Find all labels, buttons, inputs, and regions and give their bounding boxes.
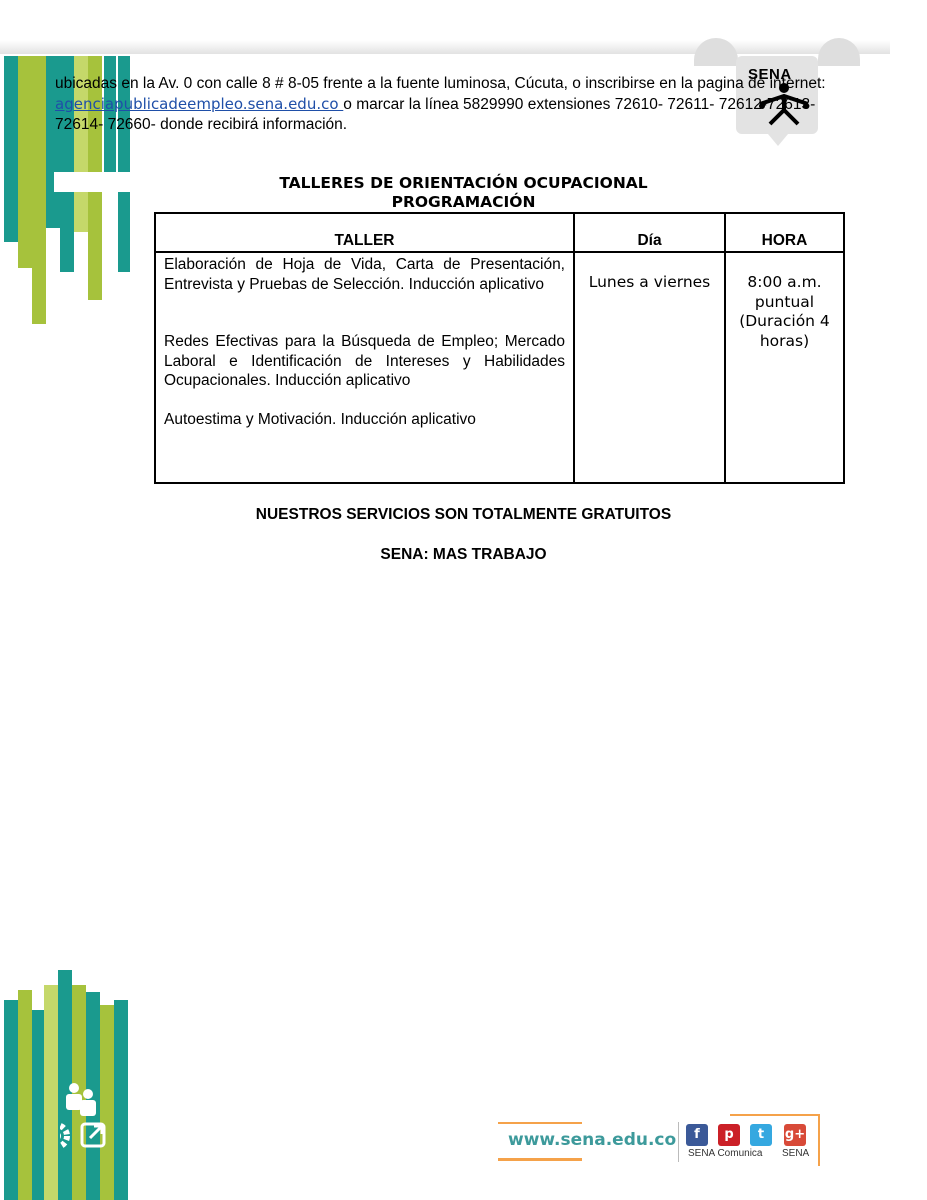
sena-label: SENA [782,1148,810,1159]
people-gear-icon [60,1082,120,1156]
talleres-table [154,212,845,484]
google-plus-icon[interactable]: g+ [784,1124,806,1146]
hora-line: 8:00 a.m. [747,273,822,291]
footer-url[interactable]: www.sena.edu.co [508,1130,677,1150]
table-row [155,252,844,483]
taller-item: Elaboración de Hoja de Vida, Carta de Presentación, Entrevista y Pruebas de Selección. Inducción aplicativo [164,256,565,293]
intro-prefix: internet: [769,75,826,92]
intro-line1: ubicadas en la Av. 0 con calle 8 # 8-05 frente a la fuente luminosa, Cúcuta, o inscribirse en la pagina de [55,75,766,92]
pinterest-icon[interactable]: p [718,1124,740,1146]
taller-cell [155,252,574,483]
footer-banner [498,1114,820,1164]
title-line2: PROGRAMACIÓN [391,193,536,211]
header-taller: TALLER [155,213,574,252]
agencia-link[interactable]: agenciapublicadeempleo.sena.edu.co [55,95,344,113]
hora-cell [725,252,844,483]
sena-logo-text: SENA [748,66,792,83]
intro-paragraph [55,74,845,135]
dia-cell: Lunes a viernes [574,252,725,483]
taller-item: Autoestima y Motivación. Inducción aplicativo [164,410,476,428]
taller-item: Redes Efectivas para la Búsqueda de Empleo; Mercado Laboral e Identificación de Intereses y Habilidades Ocupacionales. Inducción aplicativo [164,333,565,389]
header-hora: HORA [725,213,844,252]
hora-line: puntual [754,292,815,311]
twitter-icon[interactable]: t [750,1124,772,1146]
hora-line: horas) [759,331,810,350]
section-title [200,174,727,212]
slogan-mas-trabajo: SENA: MAS TRABAJO [380,546,547,563]
title-line1: TALLERES DE ORIENTACIÓN OCUPACIONAL [279,174,648,192]
hora-line: (Duración 4 [739,312,830,330]
sena-comunica-label: SENA Comunica [688,1148,763,1159]
slogan-gratuitos: NUESTROS SERVICIOS SON TOTALMENTE GRATUITOS [255,506,672,523]
table-header-row [155,213,844,252]
header-dia: Día [574,213,725,252]
intro-suffix: o marcar la línea 5829990 extensiones 72610- 72611- 72612-72613-72614- 72660- donde recibirá información. [55,96,816,133]
facebook-icon[interactable]: f [686,1124,708,1146]
